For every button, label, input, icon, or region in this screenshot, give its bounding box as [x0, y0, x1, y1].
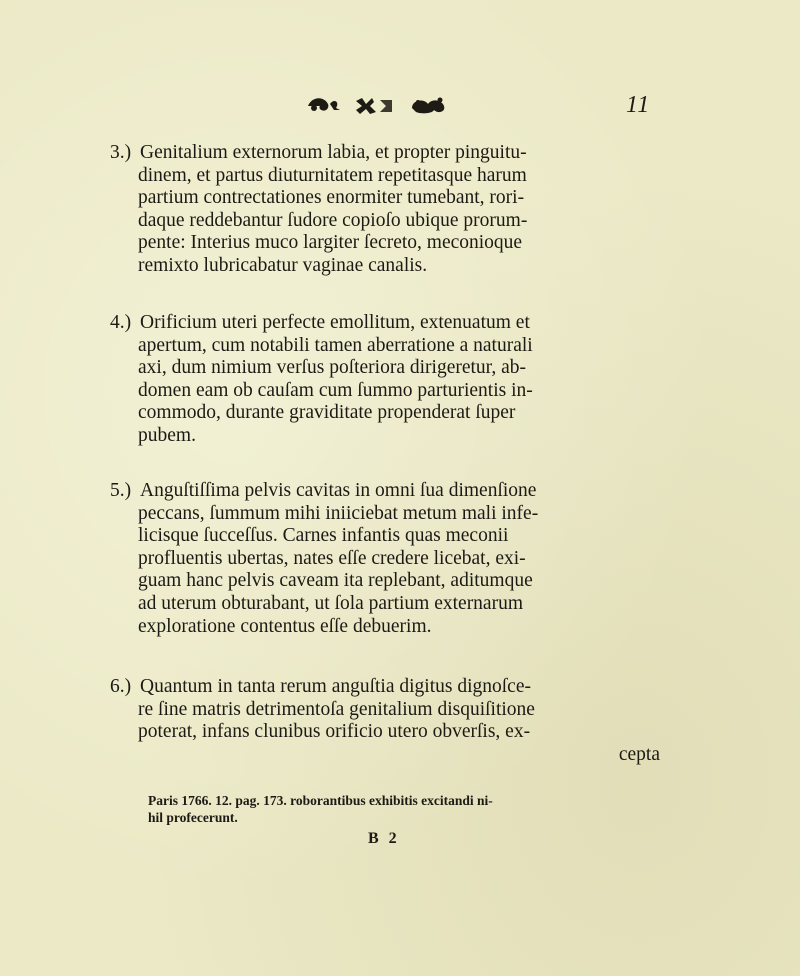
- paragraph-5: [110, 480, 660, 638]
- paragraph-line: profluentis ubertas, nates eſſe credere licebat, exi-: [138, 547, 526, 569]
- paragraph-line: ad uterum obturabant, ut ſola partium externarum: [138, 592, 524, 614]
- paragraph-3: [110, 142, 660, 278]
- paragraph-line: partium contrectationes enormiter tumebant, rori-: [138, 187, 525, 209]
- paragraph-line: remixto lubricabatur vaginae canalis.: [138, 254, 428, 276]
- paragraph-line: commodo, durante graviditate propenderat ſuper: [138, 402, 516, 424]
- page-header: [0, 88, 800, 124]
- paragraph-number: 4.): [110, 312, 132, 333]
- paragraph-line: exploratione contentus eſſe debuerim.: [138, 615, 432, 637]
- paragraph-line: axi, dum nimium verſus poſteriora dirigeretur, ab-: [138, 357, 527, 379]
- page-number: 11: [626, 92, 651, 118]
- paragraph-number: 5.): [110, 480, 132, 501]
- paragraph-line: re ſine matris detrimentoſa genitalium disquiſitione: [138, 698, 535, 720]
- paragraph-line: 3.) Genitalium externorum labia, et propter pinguitu-: [110, 142, 527, 163]
- paragraph-line: 6.) Quantum in tanta rerum anguſtia digitus dignoſce-: [110, 676, 531, 697]
- paragraph-6: [110, 676, 660, 766]
- paragraph-number: 3.): [110, 142, 132, 163]
- paragraph-line: pente: Interius muco largiter ſecreto, meconioque: [138, 232, 523, 254]
- paragraph-line: apertum, cum notabili tamen aberratione a naturali: [138, 334, 533, 356]
- paragraph-line: peccans, ſummum mihi iniiciebat metum mali infe-: [138, 502, 539, 524]
- paragraph-line: pubem.: [138, 424, 196, 446]
- footnote: [148, 792, 668, 826]
- footnote-line: hil profecerunt.: [148, 810, 238, 825]
- paragraph-4: [110, 312, 660, 448]
- signature-mark: B 2: [368, 830, 400, 847]
- catchword: cepta: [618, 743, 660, 765]
- paragraph-line: domen eam ob cauſam cum ſummo parturientis in-: [138, 379, 533, 401]
- paragraph-line: dinem, et partus diuturnitatem repetitasque harum: [138, 164, 527, 186]
- paragraph-line: licisque ſucceſſus. Carnes infantis quas meconii: [138, 525, 509, 547]
- paragraph-number: 6.): [110, 676, 132, 697]
- paragraph-line: 4.) Orificium uteri perfecte emollitum, extenuatum et: [110, 312, 530, 333]
- paragraph-line: 5.) Anguſtiſſima pelvis cavitas in omni ſua dimenſione: [110, 480, 537, 501]
- paragraph-line: guam hanc pelvis caveam ita replebant, aditumque: [138, 570, 533, 592]
- printer-ornament-icon: [300, 92, 460, 118]
- paragraph-line: daque reddebantur ſudore copioſo ubique prorum-: [138, 209, 528, 231]
- footnote-line: Paris 1766. 12. pag. 173. roborantibus exhibitis excitandi ni-: [148, 793, 493, 808]
- paragraph-line: poterat, infans clunibus orificio utero obverſis, ex-: [138, 721, 531, 743]
